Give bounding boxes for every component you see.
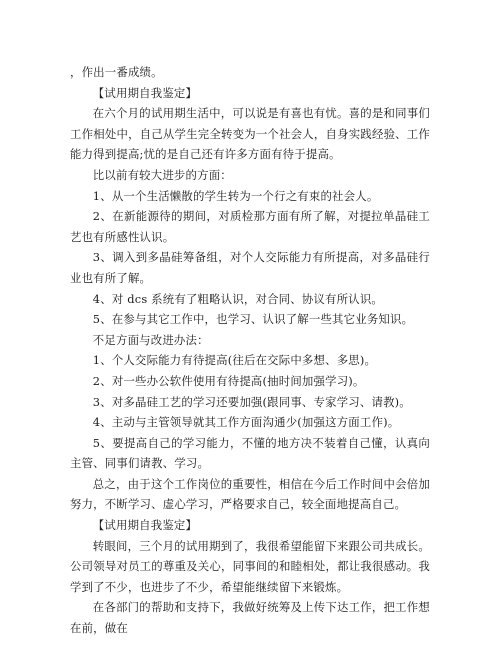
progress-item-3: 3、调入到多晶硅筹备组，对个人交际能力有所提高，对多晶硅行业也有所了解。 [70, 250, 430, 285]
paragraph-3: 在六个月的试用期生活中，可以说是有喜也有忧。喜的是和同事们工作相处中，自己从学生完全转变为一个社会人，自身实践经验、工作能力得到提高;忧的是自己还有许多方面有待于提高。 [70, 106, 430, 162]
section-heading-2: 【试用期自我鉴定】 [92, 518, 198, 533]
improvement-item-4: 4、主动与主管领导就其工作方面沟通少(加强这方面工作)。 [92, 415, 400, 430]
improvement-item-5: 5、要提高自己的学习能力，不懂的地方决不装着自己懂，认真向主管、同事们请教、学习。 [70, 435, 430, 471]
paragraph-19: 在各部门的帮助和支持下，我做好统筹及上传下达工作，把工作想在前，做在 [70, 600, 430, 636]
progress-item-1: 1、从一个生活懒散的学生转为一个行之有束的社会人。 [92, 188, 379, 203]
progress-item-4: 4、对 dcs 系统有了粗略认识，对合同、协议有所认识。 [92, 291, 383, 306]
progress-item-2: 2、在新能源待的期间，对质检那方面有所了解，对提拉单晶硅工艺也有所感性认识。 [70, 209, 430, 244]
improvement-item-3: 3、对多晶硅工艺的学习还要加强(跟同事、专家学习、请教)。 [92, 394, 411, 409]
section-heading-1: 【试用期自我鉴定】 [92, 85, 198, 100]
paragraph-1: ，作出一番成绩。 [70, 65, 163, 79]
improvement-item-1: 1、个人交际能力有待提高(往后在交际中多想、多思)。 [92, 353, 377, 368]
progress-item-5: 5、在参与其它工作中，也学习、认识了解一些其它业务知识。 [92, 312, 414, 327]
paragraph-18: 转眼间，三个月的试用期到了，我很希望能留下来跟公司共成长。公司领导对员工的尊重及关心，同事间的和睦相处，都让我很感动。我学到了不少，也进步了不少，希望能继续留下来锻炼。 [70, 538, 430, 594]
improvement-item-2: 2、对一些办公软件使用有待提高(抽时间加强学习)。 [92, 373, 365, 388]
paragraph-4: 比以前有较大进步的方面： [92, 167, 232, 182]
shortcomings-heading: 不足方面与改进办法： [92, 332, 209, 347]
summary-paragraph: 总之，由于这个工作岗位的重要性，相信在今后工作时间中会倍加努力，不断学习、虚心学习，严格要求自己，较全面地提高自己。 [70, 476, 430, 512]
